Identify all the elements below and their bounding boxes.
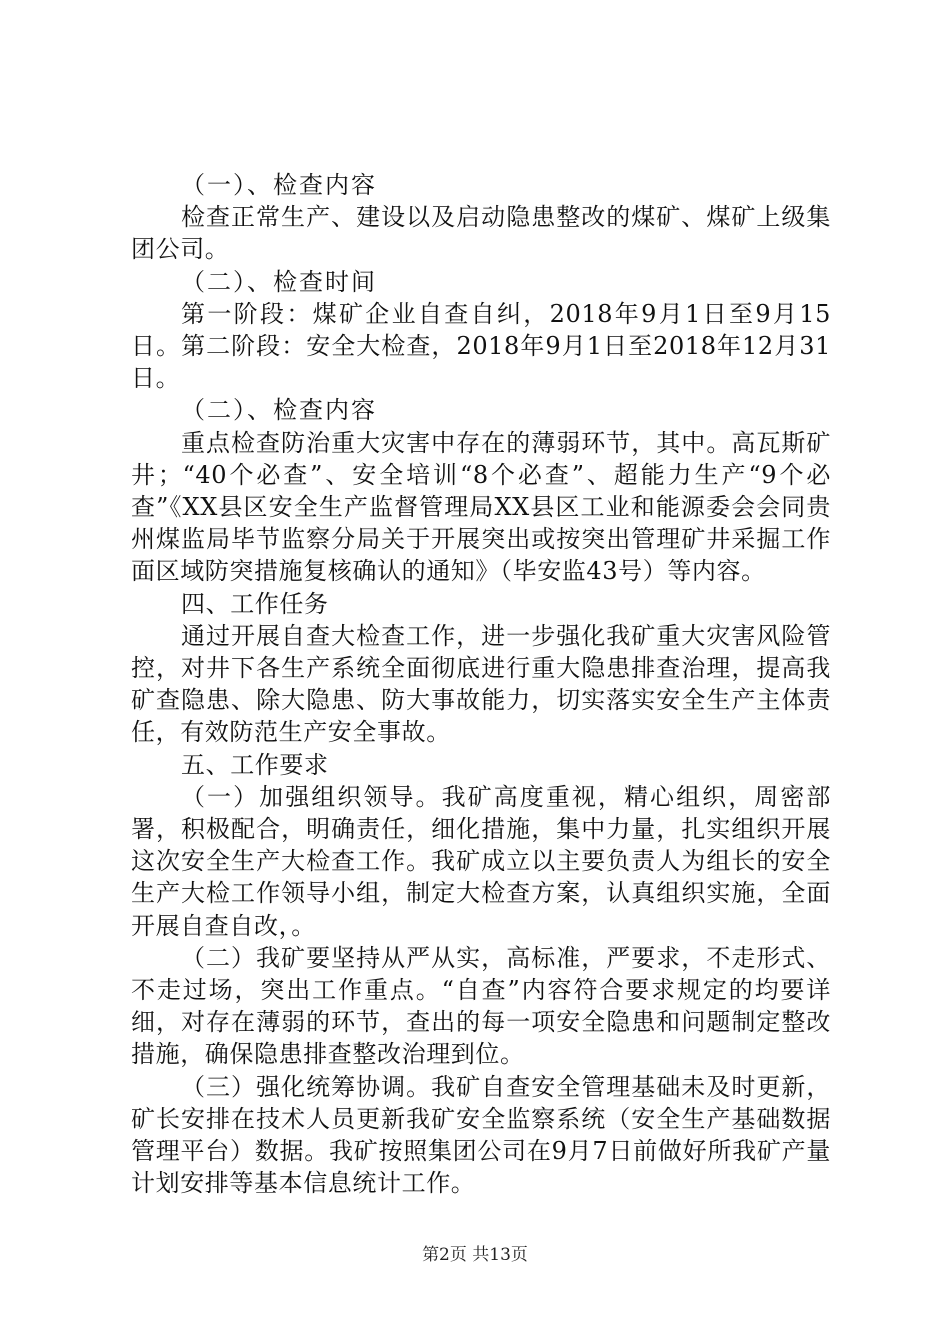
paragraph-work-tasks: 通过开展自查大检查工作，进一步强化我矿重大灾害风险管控，对井下各生产系统全面彻底进行重大隐患排查治理，提高我矿查隐患、除大隐患、防大事故能力，切实落实安全生产主体责任，有效防范生产安全事故。 — [131, 621, 831, 747]
paragraph-inspection-scope: 检查正常生产、建设以及启动隐患整改的煤矿、煤矿上级集团公司。 — [131, 203, 831, 264]
paragraph-requirement-3: （三）强化统筹协调。我矿自查安全管理基础未及时更新，矿长安排在技术人员更新我矿安全监察系统（安全生产基础数据管理平台）数据。我矿按照集团公司在9月7日前做好所我矿产量计划安排等基本信息统计工作。 — [131, 1072, 831, 1198]
document-body — [131, 169, 831, 1200]
paragraph-inspection-schedule: 第一阶段：煤矿企业自查自纠，2018年9月1日至9月15日。第二阶段：安全大检查，2018年9月1日至2018年12月31日。 — [131, 299, 831, 393]
paragraph-key-inspection-items: 重点检查防治重大灾害中存在的薄弱环节，其中。高瓦斯矿井；“40个必查”、安全培训“8个必查”、超能力生产“9个必查”《XX县区安全生产监督管理局XX县区工业和能源委会会同贵州煤监局毕节监察分局关于开展突出或按突出管理矿井采掘工作面区域防突措施复核确认的通知》（毕安监43号）等内容。 — [131, 428, 831, 586]
paragraph-requirement-2: （二）我矿要坚持从严从实，高标准，严要求，不走形式、不走过场，突出工作重点。“自查”内容符合要求规定的均要详细，对存在薄弱的环节，查出的每一项安全隐患和问题制定整改措施，确保隐患排查整改治理到位。 — [131, 943, 831, 1069]
section-heading-inspection-content: （一）、检查内容 — [181, 171, 377, 199]
page-number-footer: 第2页 共13页 — [422, 1245, 528, 1265]
section-heading-inspection-content-2: （二）、检查内容 — [181, 396, 377, 425]
paragraph-requirement-1: （一）加强组织领导。我矿高度重视，精心组织，周密部署，积极配合，明确责任，细化措施，集中力量，扎实组织开展这次安全生产大检查工作。我矿成立以主要负责人为组长的安全生产大检工作领导小组，制定大检查方案，认真组织实施，全面开展自查自改，。 — [131, 782, 831, 940]
section-heading-work-requirements: 五、工作要求 — [181, 750, 329, 779]
section-heading-work-tasks: 四、工作任务 — [181, 589, 329, 618]
section-heading-inspection-time: （二）、检查时间 — [181, 267, 377, 296]
